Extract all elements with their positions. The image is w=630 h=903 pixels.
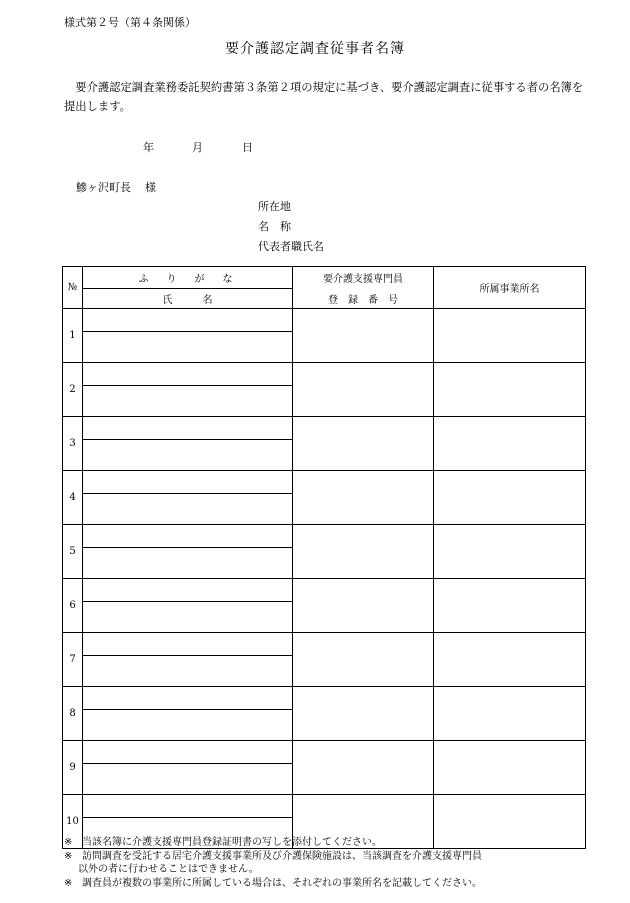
- note-line-1: [64, 836, 482, 850]
- note-line-3: [64, 863, 482, 877]
- office-cell[interactable]: [434, 633, 586, 687]
- registration-number-cell[interactable]: [293, 633, 434, 687]
- table-row: [63, 525, 586, 548]
- date-year-label: 年: [143, 141, 154, 154]
- header-furigana: ふ り が な: [83, 267, 293, 289]
- note-text: 以外の者に行わせることはできません。: [78, 864, 259, 876]
- name-cell[interactable]: [83, 494, 293, 525]
- furigana-cell[interactable]: [83, 417, 293, 440]
- header-registration-number: [293, 267, 434, 309]
- name-cell[interactable]: [83, 764, 293, 795]
- table-row: [63, 687, 586, 710]
- name-cell[interactable]: [83, 656, 293, 687]
- header-name: 氏 名: [83, 289, 293, 309]
- header-registration-line1: 要介護支援専門員: [323, 273, 403, 285]
- furigana-cell[interactable]: [83, 525, 293, 548]
- table-row: [63, 795, 586, 818]
- row-number: 9: [63, 741, 83, 795]
- registration-number-cell[interactable]: [293, 579, 434, 633]
- office-cell[interactable]: [434, 471, 586, 525]
- furigana-cell[interactable]: [83, 795, 293, 818]
- name-cell[interactable]: [83, 332, 293, 363]
- header-office: 所属事業所名: [434, 267, 586, 309]
- intro-paragraph: 要介護認定調査業務委託契約書第３条第２項の規定に基づき、要介護認定調査に従事する者の名簿を提出します。: [64, 81, 584, 113]
- registration-number-cell[interactable]: [293, 741, 434, 795]
- note-text: 当該名簿に介護支援専門員登録証明書の写しを添付してください。: [82, 837, 382, 848]
- registration-number-cell[interactable]: [293, 525, 434, 579]
- name-cell[interactable]: [83, 386, 293, 417]
- row-number: 8: [63, 687, 83, 741]
- row-number: 1: [63, 309, 83, 363]
- applicant-representative-label: 代表者職氏名: [258, 240, 324, 253]
- furigana-cell[interactable]: [83, 363, 293, 386]
- registration-number-cell[interactable]: [293, 471, 434, 525]
- name-cell[interactable]: [83, 440, 293, 471]
- row-number: 2: [63, 363, 83, 417]
- office-cell[interactable]: [434, 579, 586, 633]
- notes: [64, 836, 482, 890]
- table-row: [63, 633, 586, 656]
- date-day-label: 日: [242, 141, 253, 154]
- table-row: [63, 417, 586, 440]
- table-row: [63, 741, 586, 764]
- applicant-address-label: 所在地: [258, 200, 291, 213]
- registration-number-cell[interactable]: [293, 417, 434, 471]
- office-cell[interactable]: [434, 417, 586, 471]
- note-mark: ※: [64, 850, 73, 862]
- row-number: 6: [63, 579, 83, 633]
- date-month-label: 月: [192, 141, 203, 154]
- note-text: 調査員が複数の事業所に所属している場合は、それぞれの事業所名を記載してください。: [82, 877, 482, 889]
- name-cell[interactable]: [83, 710, 293, 741]
- document-title: 要介護認定調査従事者名簿: [225, 41, 405, 57]
- note-line-4: [64, 877, 482, 891]
- row-number: 7: [63, 633, 83, 687]
- registration-number-cell[interactable]: [293, 687, 434, 741]
- applicant-name-label: 名 称: [258, 220, 291, 233]
- furigana-cell[interactable]: [83, 309, 293, 332]
- note-line-2: [64, 850, 482, 864]
- note-mark: ※: [64, 877, 73, 889]
- furigana-cell[interactable]: [83, 633, 293, 656]
- furigana-cell[interactable]: [83, 741, 293, 764]
- office-cell[interactable]: [434, 687, 586, 741]
- row-number: 5: [63, 525, 83, 579]
- office-cell[interactable]: [434, 741, 586, 795]
- table-row: [63, 579, 586, 602]
- staff-roster-table: [62, 266, 586, 849]
- row-number: 3: [63, 417, 83, 471]
- office-cell[interactable]: [434, 309, 586, 363]
- header-no: №: [63, 267, 83, 309]
- form-number: 様式第２号（第４条関係）: [64, 16, 196, 29]
- header-registration-line2: 登 録 番 号: [328, 294, 398, 306]
- note-text: 訪問調査を受託する居宅介護支援事業所及び介護保険施設は、当該調査を介護支援専門員: [82, 850, 482, 862]
- registration-number-cell[interactable]: [293, 363, 434, 417]
- name-cell[interactable]: [83, 548, 293, 579]
- addressee-honorific: 様: [145, 181, 156, 194]
- addressee-name: 鰺ヶ沢町長: [76, 181, 131, 194]
- table-row: [63, 471, 586, 494]
- row-number: 4: [63, 471, 83, 525]
- office-cell[interactable]: [434, 525, 586, 579]
- name-cell[interactable]: [83, 602, 293, 633]
- note-mark: ※: [64, 837, 73, 848]
- furigana-cell[interactable]: [83, 471, 293, 494]
- registration-number-cell[interactable]: [293, 309, 434, 363]
- addressee: [76, 179, 156, 195]
- row-number: 10: [63, 795, 83, 849]
- table-row: [63, 309, 586, 332]
- furigana-cell[interactable]: [83, 579, 293, 602]
- table-row: [63, 363, 586, 386]
- office-cell[interactable]: [434, 363, 586, 417]
- furigana-cell[interactable]: [83, 687, 293, 710]
